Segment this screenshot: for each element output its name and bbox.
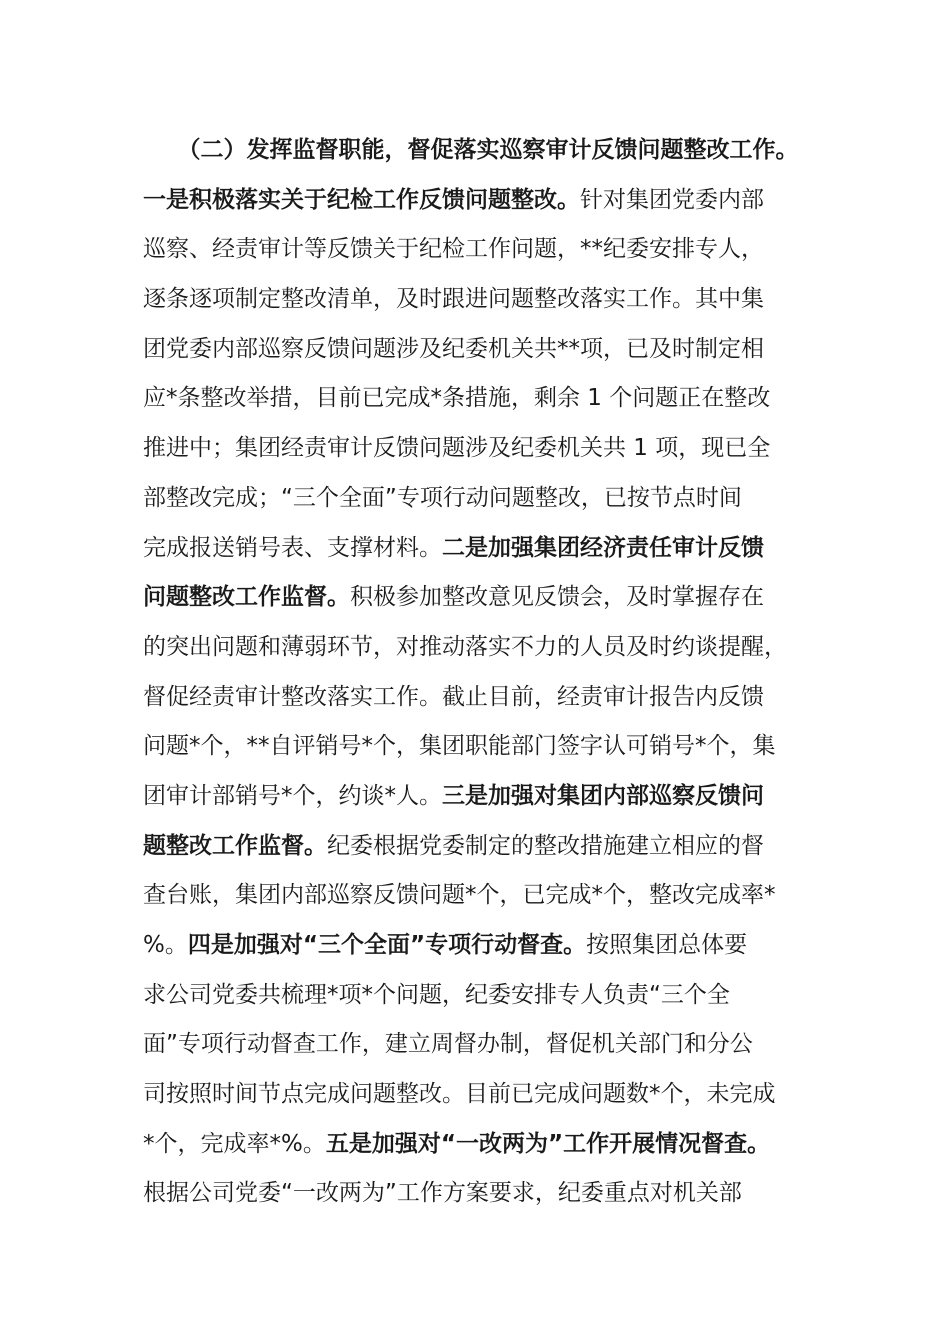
body-text: 团党委内部巡察反馈问题涉及纪委机关共**项，已及时制定相 xyxy=(143,335,764,362)
text-line xyxy=(143,474,808,524)
body-text: 求公司党委共梳理*项*个问题，纪委安排专人负责“三个全 xyxy=(143,981,730,1008)
text-line xyxy=(143,1169,808,1219)
body-text: 巡察、经责审计等反馈关于纪检工作问题，**纪委安排专人， xyxy=(143,236,764,263)
bold-heading-text: 问题整改工作监督。 xyxy=(143,584,350,611)
body-text: 推进中；集团经责审计反馈问题涉及纪委机关共 1 项，现已全 xyxy=(143,435,771,462)
text-line xyxy=(143,275,808,325)
bold-heading-text: 三是加强对集团内部巡察反馈问 xyxy=(442,782,764,809)
bold-heading-text: （二）发挥监督职能，督促落实巡察审计反馈问题整改工作。 xyxy=(143,137,799,163)
body-text: 按照集团总体要 xyxy=(586,932,748,958)
body-text: 问题*个，**自评销号*个，集团职能部门签字认可销号*个，集 xyxy=(143,733,776,760)
body-text: 纪委根据党委制定的整改措施建立相应的督 xyxy=(327,832,764,859)
body-text: 应*条整改举措，目前已完成*条措施，剩余 1 个问题正在整改 xyxy=(143,385,771,412)
body-text: 针对集团党委内部 xyxy=(580,186,764,213)
body-text: 的突出问题和薄弱环节，对推动落实不力的人员及时约谈提醒， xyxy=(143,633,787,660)
body-text: 根据公司党委“一改两为”工作方案要求，纪委重点对机关部 xyxy=(143,1180,742,1207)
bold-heading-text: 一是积极落实关于纪检工作反馈问题整改。 xyxy=(143,186,580,213)
text-line xyxy=(143,871,808,921)
text-line xyxy=(143,921,808,971)
text-line xyxy=(143,722,808,772)
text-line xyxy=(143,1020,808,1070)
bold-heading-text: 四是加强对“三个全面”专项行动督查。 xyxy=(187,932,587,958)
body-text: *个，完成率*%。 xyxy=(143,1130,326,1157)
bold-heading-text: 二是加强集团经济责任审计反馈 xyxy=(442,534,764,561)
text-line xyxy=(143,325,808,375)
body-text: 部整改完成；“三个全面”专项行动问题整改，已按节点时间 xyxy=(143,484,742,511)
text-line xyxy=(143,623,808,673)
text-line xyxy=(143,573,808,623)
text-line xyxy=(143,822,808,872)
text-line xyxy=(143,971,808,1021)
bold-heading-text: 题整改工作监督。 xyxy=(143,832,327,859)
body-text: 积极参加整改意见反馈会，及时掌握存在 xyxy=(350,584,764,611)
body-text: %。 xyxy=(143,932,188,958)
bold-heading-text: 五是加强对“一改两为”工作开展情况督查。 xyxy=(325,1130,771,1157)
text-line xyxy=(143,126,808,176)
body-text: 查台账，集团内部巡察反馈问题*个，已完成*个，整改完成率* xyxy=(143,882,776,909)
text-line xyxy=(143,424,808,474)
text-line xyxy=(143,1120,808,1170)
body-text: 督促经责审计整改落实工作。截止目前，经责审计报告内反馈 xyxy=(143,683,764,710)
text-line xyxy=(143,374,808,424)
body-text: 团审计部销号*个，约谈*人。 xyxy=(143,782,442,809)
text-line xyxy=(143,225,808,275)
text-line xyxy=(143,176,808,226)
text-line xyxy=(143,524,808,574)
body-text: 完成报送销号表、支撑材料。 xyxy=(143,534,442,561)
body-paragraph xyxy=(143,126,808,1219)
text-line xyxy=(143,673,808,723)
body-text: 司按照时间节点完成问题整改。目前已完成问题数*个，未完成 xyxy=(143,1081,776,1108)
text-line xyxy=(143,1070,808,1120)
text-line xyxy=(143,772,808,822)
body-text: 面”专项行动督查工作，建立周督办制，督促机关部门和分公 xyxy=(143,1031,753,1058)
body-text: 逐条逐项制定整改清单，及时跟进问题整改落实工作。其中集 xyxy=(143,286,764,313)
